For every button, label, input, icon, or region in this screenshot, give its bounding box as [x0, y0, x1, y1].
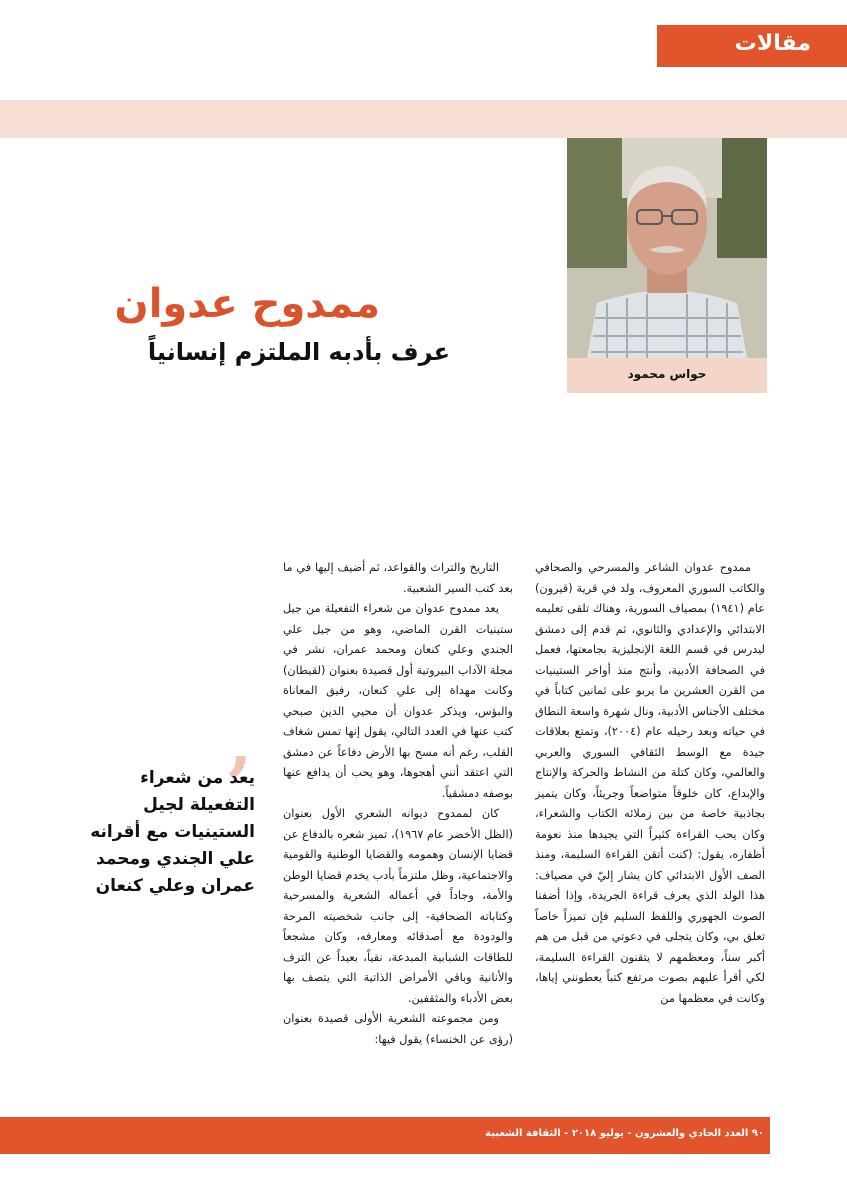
photo-caption: حواس محمود [627, 367, 707, 381]
footer-text: ٩٠ العدد الحادي والعشرون - يوليو ٢٠١٨ - الثقافة الشعبية [485, 1128, 764, 1139]
body-column-right [535, 558, 765, 1009]
paragraph: يعد ممدوح عدوان من شعراء التفعيلة من جيل ستينيات القرن الماضي، وهو من جيل علي الجندي وعلي كنعان ومحمد عمران، نشر في مجلة الآداب البيروتية أول قصيدة بعنوان (لقيطان) وكانت مهداة إلى علي كنعان، رفيق المعاناة والبؤس، ويذكر عدوان أن محيي الدين صبحي كتب عنها في العدد التالي، يقول إنها تمس شغاف القلب، رغم أنه مسح بها الأرض دفاعاً عن دمشق التي اعتقد أنني أهجوها، وهو يحب أن يدافع عنها بوصفه دمشقياً. [283, 602, 513, 800]
paragraph: ومن مجموعته الشعرية الأولى قصيدة بعنوان (رؤى عن الخنساء) يقول فيها: [283, 1012, 513, 1046]
section-tab [657, 25, 847, 67]
paragraph: ممدوح عدوان الشاعر والمسرحي والصحافي والكاتب السوري المعروف، ولد في قرية (قيرون) عام (١٩٤١) بمصياف السورية، وهناك تلقى تعليمه الابتدائي والإعدادي والثانوي، ثم قدم إلى دمشق ليدرس في قسم اللغة الإنجليزية بجامعتها، فعمل في الصحافة الأدبية، وأنتج منذ أواخر الستينيات من القرن العشرين ما يربو على ثمانين كتاباً في مختلف الأجناس الأدبية، ونال شهرة واسعة النطاق في حياته وبعد رحيله عام (٢٠٠٤)، وتمتع بعلاقات جيدة مع الوسط الثقافي السوري والعربي والعالمي، وكان كتلة من النشاط والحركة والإنتاج والإبداع، كان خلوقاً متواضعاً وجريئاً، وكان يتميز بجاذبية خاصة من بين زملائه الكتاب والشعراء، وكان يحب القراءة كثيراً التي يجيدها منذ نعومة أظفاره، يقول: (كنت أتقن القراءة السليمة، ومنذ الصف الأول الابتدائي كان يشار إليّ في مصياف: هذا الولد الذي يعرف قراءة الجريدة، وإذا أضفنا الصوت الجهوري واللفظ السليم فإن تميزاً خاصاً تعلق بي، وكان يتجلى في دعوتي من قبل من هم أكبر سناً، ومعظمهم لا يتقنون القراءة السليمة، لكي أقرأ عليهم بصوت مرتفع كتباً يعطونني إياها، وكانت في معظمها من [535, 561, 765, 1005]
pull-quote: يعد من شعراء التفعيلة لجيل الستينيات مع أقرانه علي الجندي ومحمد عمران وعلي كنعان [90, 768, 255, 896]
quote-mark-icon: , [228, 701, 253, 784]
section-label: مقالات [734, 31, 811, 56]
header-band [0, 100, 847, 138]
paragraph: كان لممدوح ديوانه الشعري الأول بعنوان (الظل الأخضر عام ١٩٦٧)، تميز شعره بالدفاع عن قضايا الإنسان وهمومه والقضايا الوطنية والقومية والاجتماعية، وظل ملتزماً بأدب يخدم قضايا الوطن والأمة، وجاداً في أعماله الشعرية والمسرحية وكتاباته الصحافية- إلى جانب شخصيته المرحة والودودة مع أصدقائه ومعارفه، وكان مشجعاً للطاقات الشبابية المبدعة، نقياً، بعيداً عن الترف والأنانية وباقي الأمراض الذاتية التي يتصف بها بعض الأدباء والمثقفين. [283, 807, 514, 1005]
author-photo [567, 138, 767, 358]
article-title: ممدوح عدوان [114, 280, 380, 327]
author-photo-frame [567, 138, 767, 393]
footer-bar [0, 1117, 770, 1154]
article-subtitle: عرف بأدبه الملتزم إنسانياً [147, 337, 450, 366]
body-column-middle [283, 558, 513, 1050]
paragraph: التاريخ والتراث والقواعد، ثم أضيف إليها في ما بعد كتب السير الشعبية. [283, 561, 513, 595]
